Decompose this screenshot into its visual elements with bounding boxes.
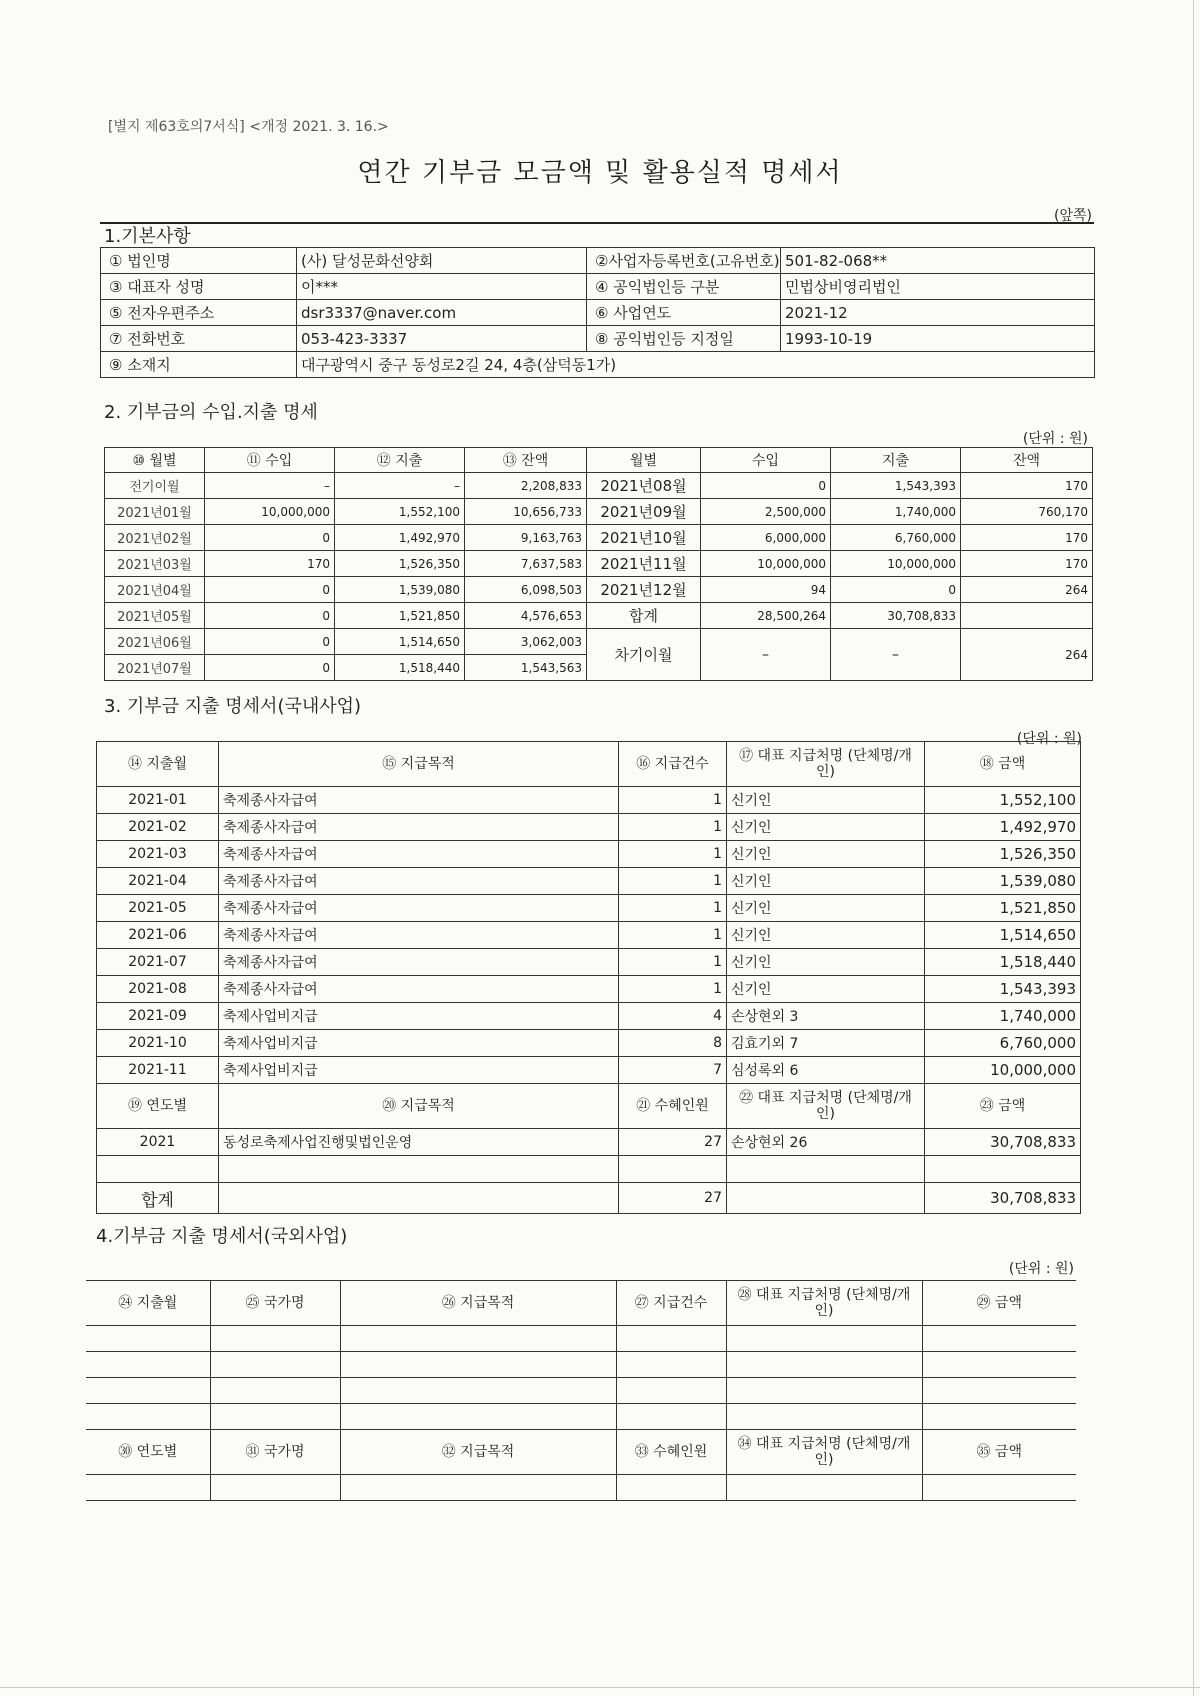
empty-cell <box>86 1404 210 1430</box>
table-header-row <box>86 1281 1076 1326</box>
purpose-cell: 축제종사자급여 <box>219 922 619 949</box>
blank-row <box>86 1404 1076 1430</box>
empty-cell <box>616 1404 726 1430</box>
section2-title: 2. 기부금의 수입.지출 명세 <box>104 402 318 423</box>
side-label: (앞쪽) <box>1054 208 1092 224</box>
amount-cell: 7,637,583 <box>465 551 587 577</box>
amount-cell: 0 <box>205 525 335 551</box>
column-header: ⑰ 대표 지급처명 (단체명/개인) <box>727 742 925 787</box>
purpose-cell: 동성로축제사업진행및법인운영 <box>219 1129 619 1156</box>
recipient-cell: 신기인 <box>727 949 925 976</box>
amount-cell: 6,000,000 <box>701 525 831 551</box>
amount-cell: 1,521,850 <box>925 895 1081 922</box>
basic-info-row <box>101 300 1095 326</box>
amount-cell: 6,760,000 <box>831 525 961 551</box>
purpose-cell: 축제종사자급여 <box>219 841 619 868</box>
field-label: ⑤ 전자우편주소 <box>101 300 297 326</box>
column-header: ㉘ 대표 지급처명 (단체명/개인) <box>726 1281 922 1326</box>
total-amount: 30,708,833 <box>925 1183 1081 1214</box>
field-label: ⑨ 소재지 <box>101 352 297 378</box>
table-row <box>105 603 1093 629</box>
purpose-cell: 축제종사자급여 <box>219 895 619 922</box>
count-cell: 1 <box>619 868 727 895</box>
month-cell: 2021년02월 <box>105 525 205 551</box>
amount-cell: 0 <box>205 655 335 681</box>
amount-cell: 170 <box>961 551 1093 577</box>
section3-title: 3. 기부금 지출 명세서(국내사업) <box>104 696 362 717</box>
amount-cell: 1,539,080 <box>925 868 1081 895</box>
empty-cell <box>616 1326 726 1352</box>
amount-cell: 10,000,000 <box>701 551 831 577</box>
amount-cell: 1,539,080 <box>335 577 465 603</box>
count-cell: 1 <box>619 949 727 976</box>
table-header-row <box>97 742 1081 787</box>
amount-cell: 30,708,833 <box>925 1129 1081 1156</box>
month-cell: 2021년10월 <box>587 525 701 551</box>
page-edge-bottom <box>0 1687 1200 1688</box>
column-header: ㉕ 국가명 <box>210 1281 340 1326</box>
table-row <box>97 787 1081 814</box>
column-header: ⑩ 월별 <box>105 448 205 473</box>
column-header: 수입 <box>701 448 831 473</box>
amount-cell: – <box>205 473 335 499</box>
field-value: 2021-12 <box>781 300 1095 326</box>
month-cell: 2021-08 <box>97 976 219 1003</box>
empty-cell <box>340 1475 616 1501</box>
month-cell: 2021-10 <box>97 1030 219 1057</box>
month-cell: 합계 <box>587 603 701 629</box>
field-value: 053-423-3337 <box>297 326 587 352</box>
recipient-cell: 김효기외 7 <box>727 1030 925 1057</box>
amount-cell: 1,518,440 <box>335 655 465 681</box>
purpose-cell: 축제사업비지급 <box>219 1057 619 1084</box>
table-row <box>97 1030 1081 1057</box>
recipient-cell: 신기인 <box>727 787 925 814</box>
count-cell: 8 <box>619 1030 727 1057</box>
blank-row <box>86 1326 1076 1352</box>
empty-cell <box>340 1378 616 1404</box>
month-cell: 2021-11 <box>97 1057 219 1084</box>
empty-cell <box>97 1156 219 1183</box>
section4-title: 4.기부금 지출 명세서(국외사업) <box>96 1226 348 1247</box>
column-header: 월별 <box>587 448 701 473</box>
table-row <box>97 1057 1081 1084</box>
column-header: ㉚ 연도별 <box>86 1430 210 1475</box>
column-header: ⑲ 연도별 <box>97 1084 219 1129</box>
column-header: ㉓ 금액 <box>925 1084 1081 1129</box>
amount-cell: 10,000,000 <box>831 551 961 577</box>
total-count: 27 <box>619 1183 727 1214</box>
column-header: 지출 <box>831 448 961 473</box>
column-header: ㉖ 지급목적 <box>340 1281 616 1326</box>
amount-cell: 0 <box>701 473 831 499</box>
table-header-row <box>97 1084 1081 1129</box>
month-cell: 2021년06월 <box>105 629 205 655</box>
amount-cell: 1,543,393 <box>831 473 961 499</box>
column-header: ⑮ 지급목적 <box>219 742 619 787</box>
table-row <box>105 551 1093 577</box>
field-value: 이*** <box>297 274 587 300</box>
count-cell: 1 <box>619 814 727 841</box>
table-header-row <box>105 448 1093 473</box>
month-cell: 전기이월 <box>105 473 205 499</box>
column-header: ㉛ 국가명 <box>210 1430 340 1475</box>
amount-cell: 0 <box>205 629 335 655</box>
table-row <box>97 1003 1081 1030</box>
field-label: ⑥ 사업연도 <box>587 300 781 326</box>
table-row <box>97 922 1081 949</box>
column-header: ⑳ 지급목적 <box>219 1084 619 1129</box>
field-label: ④ 공익법인등 구분 <box>587 274 781 300</box>
empty-cell <box>726 1404 922 1430</box>
overseas-spending-table <box>86 1280 1076 1501</box>
empty-cell <box>922 1326 1076 1352</box>
page-edge-right <box>1193 0 1194 1696</box>
empty-cell <box>726 1378 922 1404</box>
empty-cell <box>340 1326 616 1352</box>
amount-cell: 0 <box>205 603 335 629</box>
count-cell: 7 <box>619 1057 727 1084</box>
basic-info-table <box>100 247 1095 378</box>
address-row <box>101 352 1095 378</box>
amount-cell: 2,500,000 <box>701 499 831 525</box>
year-cell: 2021 <box>97 1129 219 1156</box>
amount-cell: 170 <box>961 525 1093 551</box>
amount-cell: 1,543,563 <box>465 655 587 681</box>
amount-cell: 0 <box>205 577 335 603</box>
empty-cell <box>619 1156 727 1183</box>
column-header: 잔액 <box>961 448 1093 473</box>
empty-cell <box>726 1475 922 1501</box>
field-label: ⑧ 공익법인등 지정일 <box>587 326 781 352</box>
month-cell: 2021-01 <box>97 787 219 814</box>
column-header: ㉔ 지출월 <box>86 1281 210 1326</box>
column-header: ㉝ 수혜인원 <box>616 1430 726 1475</box>
month-cell: 2021-07 <box>97 949 219 976</box>
count-cell: 1 <box>619 976 727 1003</box>
amount-cell: 1,514,650 <box>925 922 1081 949</box>
empty-cell <box>922 1404 1076 1430</box>
table-row <box>97 868 1081 895</box>
section2-unit: (단위 : 원) <box>1022 431 1088 447</box>
empty-cell <box>210 1326 340 1352</box>
amount-cell: 30,708,833 <box>831 603 961 629</box>
amount-cell: 1,521,850 <box>335 603 465 629</box>
recipient-cell: 손상현외 26 <box>727 1129 925 1156</box>
amount-cell: – <box>701 629 831 681</box>
field-value: (사) 달성문화선양회 <box>297 248 587 274</box>
amount-cell: 170 <box>205 551 335 577</box>
amount-cell: 9,163,763 <box>465 525 587 551</box>
empty-cell <box>86 1326 210 1352</box>
column-header: ㉙ 금액 <box>922 1281 1076 1326</box>
empty-cell <box>86 1378 210 1404</box>
recipient-cell: 신기인 <box>727 895 925 922</box>
purpose-cell: 축제종사자급여 <box>219 787 619 814</box>
table-row <box>105 577 1093 603</box>
amount-cell: 264 <box>961 629 1093 681</box>
month-cell: 2021년08월 <box>587 473 701 499</box>
amount-cell: 170 <box>961 473 1093 499</box>
column-header: ⑯ 지급건수 <box>619 742 727 787</box>
empty-cell <box>727 1183 925 1214</box>
month-cell: 2021-03 <box>97 841 219 868</box>
field-value: dsr3337@naver.com <box>297 300 587 326</box>
amount-cell: 1,492,970 <box>335 525 465 551</box>
recipient-cell: 신기인 <box>727 841 925 868</box>
field-label: ③ 대표자 성명 <box>101 274 297 300</box>
field-label: ②사업자등록번호(고유번호) <box>587 248 781 274</box>
section4-unit: (단위 : 원) <box>1008 1261 1074 1277</box>
empty-cell <box>922 1378 1076 1404</box>
column-header: ⑫ 지출 <box>335 448 465 473</box>
amount-cell: 1,526,350 <box>925 841 1081 868</box>
basic-info-row <box>101 326 1095 352</box>
field-label: ① 법인명 <box>101 248 297 274</box>
column-header: ㉟ 금액 <box>922 1430 1076 1475</box>
count-cell: 1 <box>619 922 727 949</box>
blank-row <box>86 1475 1076 1501</box>
section1-title: 1.기본사항 <box>104 226 191 247</box>
count-cell: 27 <box>619 1129 727 1156</box>
purpose-cell: 축제종사자급여 <box>219 976 619 1003</box>
empty-cell <box>210 1475 340 1501</box>
column-header: ㉑ 수혜인원 <box>619 1084 727 1129</box>
year-row <box>97 1129 1081 1156</box>
recipient-cell: 신기인 <box>727 868 925 895</box>
address-value: 대구광역시 중구 동성로2길 24, 4층(삼덕동1가) <box>297 352 1095 378</box>
column-header: ㉜ 지급목적 <box>340 1430 616 1475</box>
empty-cell <box>616 1352 726 1378</box>
table-row <box>105 473 1093 499</box>
page-title: 연간 기부금 모금액 및 활용실적 명세서 <box>357 158 843 188</box>
table-row <box>97 841 1081 868</box>
amount-cell: 10,656,733 <box>465 499 587 525</box>
basic-info-row <box>101 248 1095 274</box>
month-cell: 2021년11월 <box>587 551 701 577</box>
month-cell: 2021-02 <box>97 814 219 841</box>
amount-cell: 10,000,000 <box>925 1057 1081 1084</box>
empty-cell <box>210 1378 340 1404</box>
form-id: [별지 제63호의7서식] <개정 2021. 3. 16.> <box>108 119 389 135</box>
column-header: ⑬ 잔액 <box>465 448 587 473</box>
column-header: ㉒ 대표 지급처명 (단체명/개인) <box>727 1084 925 1129</box>
table-row <box>97 949 1081 976</box>
amount-cell: 6,098,503 <box>465 577 587 603</box>
purpose-cell: 축제종사자급여 <box>219 949 619 976</box>
month-cell: 2021-09 <box>97 1003 219 1030</box>
count-cell: 4 <box>619 1003 727 1030</box>
amount-cell: – <box>831 629 961 681</box>
month-cell: 2021-04 <box>97 868 219 895</box>
blank-row <box>97 1156 1081 1183</box>
amount-cell: 4,576,653 <box>465 603 587 629</box>
purpose-cell: 축제종사자급여 <box>219 868 619 895</box>
month-cell: 2021년09월 <box>587 499 701 525</box>
blank-row <box>86 1352 1076 1378</box>
income-expense-table <box>104 447 1093 681</box>
empty-cell <box>210 1404 340 1430</box>
table-row <box>105 629 1093 655</box>
amount-cell: 760,170 <box>961 499 1093 525</box>
purpose-cell: 축제종사자급여 <box>219 814 619 841</box>
amount-cell: 1,526,350 <box>335 551 465 577</box>
field-value: 민법상비영리법인 <box>781 274 1095 300</box>
empty-cell <box>616 1475 726 1501</box>
recipient-cell: 신기인 <box>727 976 925 1003</box>
purpose-cell: 축제사업비지급 <box>219 1003 619 1030</box>
amount-cell: 6,760,000 <box>925 1030 1081 1057</box>
amount-cell: 2,208,833 <box>465 473 587 499</box>
column-header: ⑪ 수입 <box>205 448 335 473</box>
column-header: ㉗ 지급건수 <box>616 1281 726 1326</box>
empty-cell <box>219 1156 619 1183</box>
empty-cell <box>616 1378 726 1404</box>
month-cell: 2021년07월 <box>105 655 205 681</box>
amount-cell: 1,740,000 <box>925 1003 1081 1030</box>
month-cell: 2021년04월 <box>105 577 205 603</box>
column-header: ㉞ 대표 지급처명 (단체명/개인) <box>726 1430 922 1475</box>
total-label: 합계 <box>97 1183 219 1214</box>
field-value: 1993-10-19 <box>781 326 1095 352</box>
table-row <box>97 814 1081 841</box>
amount-cell: 1,552,100 <box>335 499 465 525</box>
empty-cell <box>726 1352 922 1378</box>
field-value: 501-82-068** <box>781 248 1095 274</box>
table-row <box>105 525 1093 551</box>
amount-cell: 10,000,000 <box>205 499 335 525</box>
amount-cell: 3,062,003 <box>465 629 587 655</box>
domestic-spending-table <box>96 741 1081 1214</box>
empty-cell <box>210 1352 340 1378</box>
empty-cell <box>340 1404 616 1430</box>
table-row <box>97 976 1081 1003</box>
amount-cell: 0 <box>831 577 961 603</box>
empty-cell <box>86 1475 210 1501</box>
amount-cell: 1,518,440 <box>925 949 1081 976</box>
count-cell: 1 <box>619 787 727 814</box>
recipient-cell: 신기인 <box>727 922 925 949</box>
amount-cell: 1,552,100 <box>925 787 1081 814</box>
total-row <box>97 1183 1081 1214</box>
amount-cell: 1,514,650 <box>335 629 465 655</box>
amount-cell: 264 <box>961 577 1093 603</box>
empty-cell <box>922 1475 1076 1501</box>
basic-info-row <box>101 274 1095 300</box>
amount-cell: 1,740,000 <box>831 499 961 525</box>
empty-cell <box>340 1352 616 1378</box>
empty-cell <box>86 1352 210 1378</box>
column-header: ⑭ 지출월 <box>97 742 219 787</box>
count-cell: 1 <box>619 841 727 868</box>
recipient-cell: 신기인 <box>727 814 925 841</box>
purpose-cell: 축제사업비지급 <box>219 1030 619 1057</box>
count-cell: 1 <box>619 895 727 922</box>
month-cell: 2021년01월 <box>105 499 205 525</box>
empty-cell <box>925 1156 1081 1183</box>
month-cell: 2021년12월 <box>587 577 701 603</box>
table-row <box>97 895 1081 922</box>
field-label: ⑦ 전화번호 <box>101 326 297 352</box>
amount-cell: 1,492,970 <box>925 814 1081 841</box>
month-cell: 2021-05 <box>97 895 219 922</box>
blank-row <box>86 1378 1076 1404</box>
month-cell: 2021-06 <box>97 922 219 949</box>
amount-cell <box>961 603 1093 629</box>
empty-cell <box>219 1183 619 1214</box>
recipient-cell: 손상현외 3 <box>727 1003 925 1030</box>
recipient-cell: 심성록외 6 <box>727 1057 925 1084</box>
empty-cell <box>726 1326 922 1352</box>
section3-unit: (단위 : 원) <box>1016 731 1082 747</box>
amount-cell: 28,500,264 <box>701 603 831 629</box>
carryover-label: 차기이월 <box>587 629 701 681</box>
table-header-row <box>86 1430 1076 1475</box>
empty-cell <box>922 1352 1076 1378</box>
month-cell: 2021년03월 <box>105 551 205 577</box>
empty-cell <box>727 1156 925 1183</box>
section1-rule <box>100 222 1094 224</box>
amount-cell: 94 <box>701 577 831 603</box>
column-header: ⑱ 금액 <box>925 742 1081 787</box>
amount-cell: – <box>335 473 465 499</box>
amount-cell: 1,543,393 <box>925 976 1081 1003</box>
month-cell: 2021년05월 <box>105 603 205 629</box>
table-row <box>105 499 1093 525</box>
